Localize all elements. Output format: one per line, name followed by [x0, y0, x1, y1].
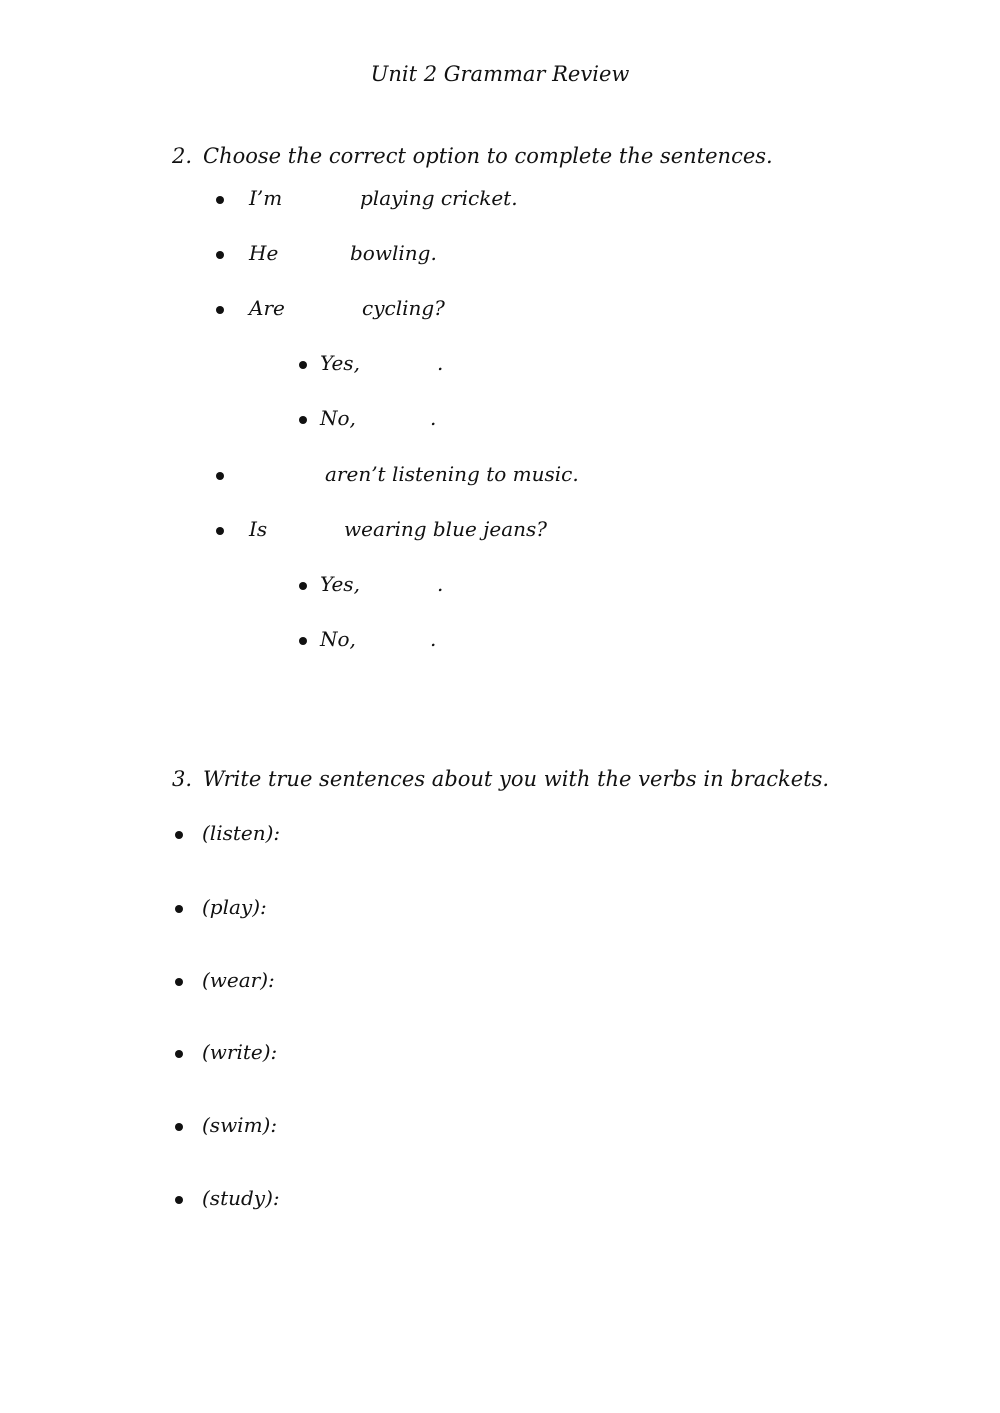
verb-listen: (listen): — [202, 821, 281, 845]
item-1-after: playing cricket. — [360, 186, 518, 210]
item-3-no-blank[interactable] — [360, 405, 428, 431]
item-5-after: wearing blue jeans? — [344, 517, 547, 541]
bullet — [175, 905, 183, 913]
item-3-before: Are — [249, 296, 285, 320]
bullet — [299, 361, 307, 369]
item-3-after: cycling? — [362, 296, 445, 320]
item-5-blank[interactable] — [276, 516, 338, 542]
bullet — [299, 637, 307, 645]
item-4-blank[interactable] — [249, 461, 319, 487]
bullet — [299, 416, 307, 424]
bullet — [175, 831, 183, 839]
bullet — [216, 527, 224, 535]
item-3-no-after: . — [430, 406, 437, 430]
item-2-after: bowling. — [350, 241, 437, 265]
question-2-number: 2. — [172, 144, 193, 168]
verb-swim: (swim): — [202, 1113, 278, 1137]
bullet — [175, 978, 183, 986]
bullet — [175, 1050, 183, 1058]
answer-wear[interactable] — [290, 967, 830, 993]
item-5-no-before: No, — [320, 627, 356, 651]
item-5-no-blank[interactable] — [360, 626, 428, 652]
bullet — [216, 251, 224, 259]
answer-listen[interactable] — [290, 820, 830, 846]
item-2-blank[interactable] — [282, 240, 344, 266]
answer-write[interactable] — [290, 1039, 830, 1065]
bullet — [216, 306, 224, 314]
verb-write: (write): — [202, 1040, 278, 1064]
answer-study[interactable] — [290, 1185, 830, 1211]
bullet — [216, 472, 224, 480]
item-3-blank[interactable] — [292, 295, 356, 321]
item-3-no-before: No, — [320, 406, 356, 430]
answer-swim[interactable] — [292, 1112, 830, 1138]
item-3-yes-before: Yes, — [320, 351, 360, 375]
item-1-blank[interactable] — [292, 185, 354, 211]
item-5-yes-after: . — [437, 572, 444, 596]
question-3-number: 3. — [172, 767, 193, 791]
bullet — [175, 1123, 183, 1131]
item-5-yes-blank[interactable] — [366, 571, 434, 597]
question-2-instruction: Choose the correct option to complete the sentences. — [203, 144, 773, 168]
bullet — [175, 1196, 183, 1204]
item-1-before: I’m — [249, 186, 283, 210]
page-title: Unit 2 Grammar Review — [370, 62, 630, 86]
answer-play[interactable] — [280, 894, 830, 920]
question-3-instruction: Write true sentences about you with the verbs in brackets. — [203, 767, 830, 791]
item-2-before: He — [249, 241, 279, 265]
verb-wear: (wear): — [202, 968, 275, 992]
verb-play: (play): — [202, 895, 267, 919]
item-3-yes-after: . — [437, 351, 444, 375]
item-5-no-after: . — [430, 627, 437, 651]
item-5-before: Is — [249, 517, 268, 541]
item-3-yes-blank[interactable] — [366, 350, 434, 376]
bullet — [299, 582, 307, 590]
bullet — [216, 196, 224, 204]
item-5-yes-before: Yes, — [320, 572, 360, 596]
item-4-after: aren’t listening to music. — [325, 462, 579, 486]
verb-study: (study): — [202, 1186, 280, 1210]
